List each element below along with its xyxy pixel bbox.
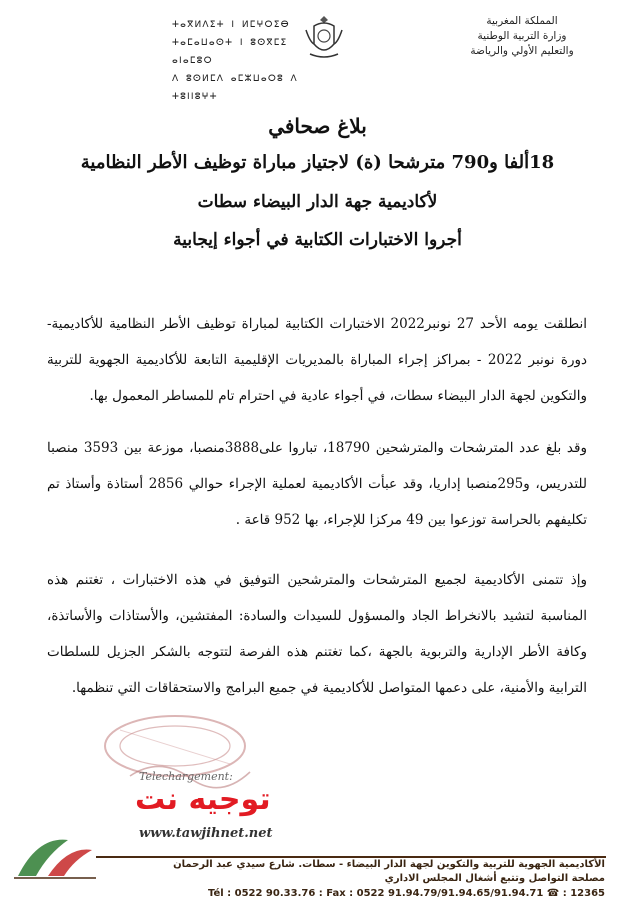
ministry-header-arabic (437, 14, 607, 59)
tifinagh-line: ⵜⴰⴳⵍⴷⵉⵜ ⵏ ⵍⵎⵖⵔⵉⴱ (172, 20, 290, 30)
footer-address: الأكاديمية الجهوية للتربية والتكوين لجهة الدار البيضاء - سطات. شارع سيدي عبد الرحمان (173, 859, 605, 870)
watermark (125, 770, 315, 840)
footer-contact: Tél : 0522 90.33.76 : Fax : 0522 91.94.79/91.94.65/91.94.71 ☎ : 12365 (207, 888, 605, 899)
document-subtitle: لأكاديمية جهة الدار البيضاء سطات (197, 192, 438, 212)
watermark-brand: توجيه نت (135, 782, 271, 817)
watermark-caption: Telechargement: (139, 770, 233, 783)
tifinagh-line: ⵜⴰⵎⴰⵡⴰⵙⵜ ⵏ ⵓⵙⴳⵎⵉ ⴰⵏⴰⵎⵓⵔ (172, 38, 288, 66)
document-subtitle: أجروا الاختبارات الكتابية في أجواء إيجابية (173, 230, 462, 250)
document-title: بلاغ صحافي (268, 114, 367, 138)
tifinagh-line: ⴷ ⵓⵙⵍⵎⴷ ⴰⵎⵣⵡⴰⵔⵓ ⴷ ⵜⵓⵏⵏⵓⵖⵜ (172, 74, 298, 102)
academy-logo-icon (8, 826, 98, 886)
footer-department: مصلحة التواصل وتتبع أشغال المجلس الاداري (384, 873, 605, 884)
ministry-header-tifinagh (172, 16, 332, 106)
ministry-line: المملكة المغربية (486, 15, 558, 27)
watermark-url: www.tawjihnet.net (139, 826, 273, 841)
body-paragraph: وقد بلغ عدد المترشحات والمترشحين 18790، تباروا على3888منصبا، موزعة بين 3593 منصبا للتدريس، و295منصبا إداريا، وقد عبأت الأكاديمية لعملية الإجراء حوالي 2856 أستاذة وأستاذ تم تكليفهم بالحراسة توزعوا بين 49 مركزا للإجراء، بها 952 قاعة . (47, 440, 588, 528)
body-paragraph: انطلقت يومه الأحد 27 نونبر2022 الاختبارات الكتابية لمباراة توظيف الأطر النظامية للأكاديمية- دورة نونبر 2022 - بمراكز إجراء المباراة بالمديريات الإقليمية التابعة للأكاديمية الجهوية للتربية والتكوين لجهة الدار البيضاء سطات، في أجواء عادية في احترام تام للمساطر المعمول بها. (47, 316, 587, 404)
ministry-line: وزارة التربية الوطنية (477, 30, 567, 42)
body-paragraph: وإذ تتمنى الأكاديمية لجميع المترشحات والمترشحين التوفيق في هذه الاختبارات ، تغتنم هذه المناسبة لتشيد بالانخراط الجاد والمسؤول للسيدات والسادة: المفتشين، والأستاذات والأساتذة، وكافة الأطر الإدارية والتربوية بالجهة ،كما تغتنم هذه الفرصة لتتوجه بالشكر الجزيل للسلطات الترابية والأمنية، على دعمها المتواصل للأكاديمية في جميع البرامج والاستحقاقات التي تنظمها. (47, 572, 587, 696)
document-subtitle: 18ألفا و790 مترشحا (ة) لاجتياز مباراة توظيف الأطر النظامية (80, 152, 555, 173)
ministry-line: والتعليم الأولي والرياضة (470, 45, 574, 57)
